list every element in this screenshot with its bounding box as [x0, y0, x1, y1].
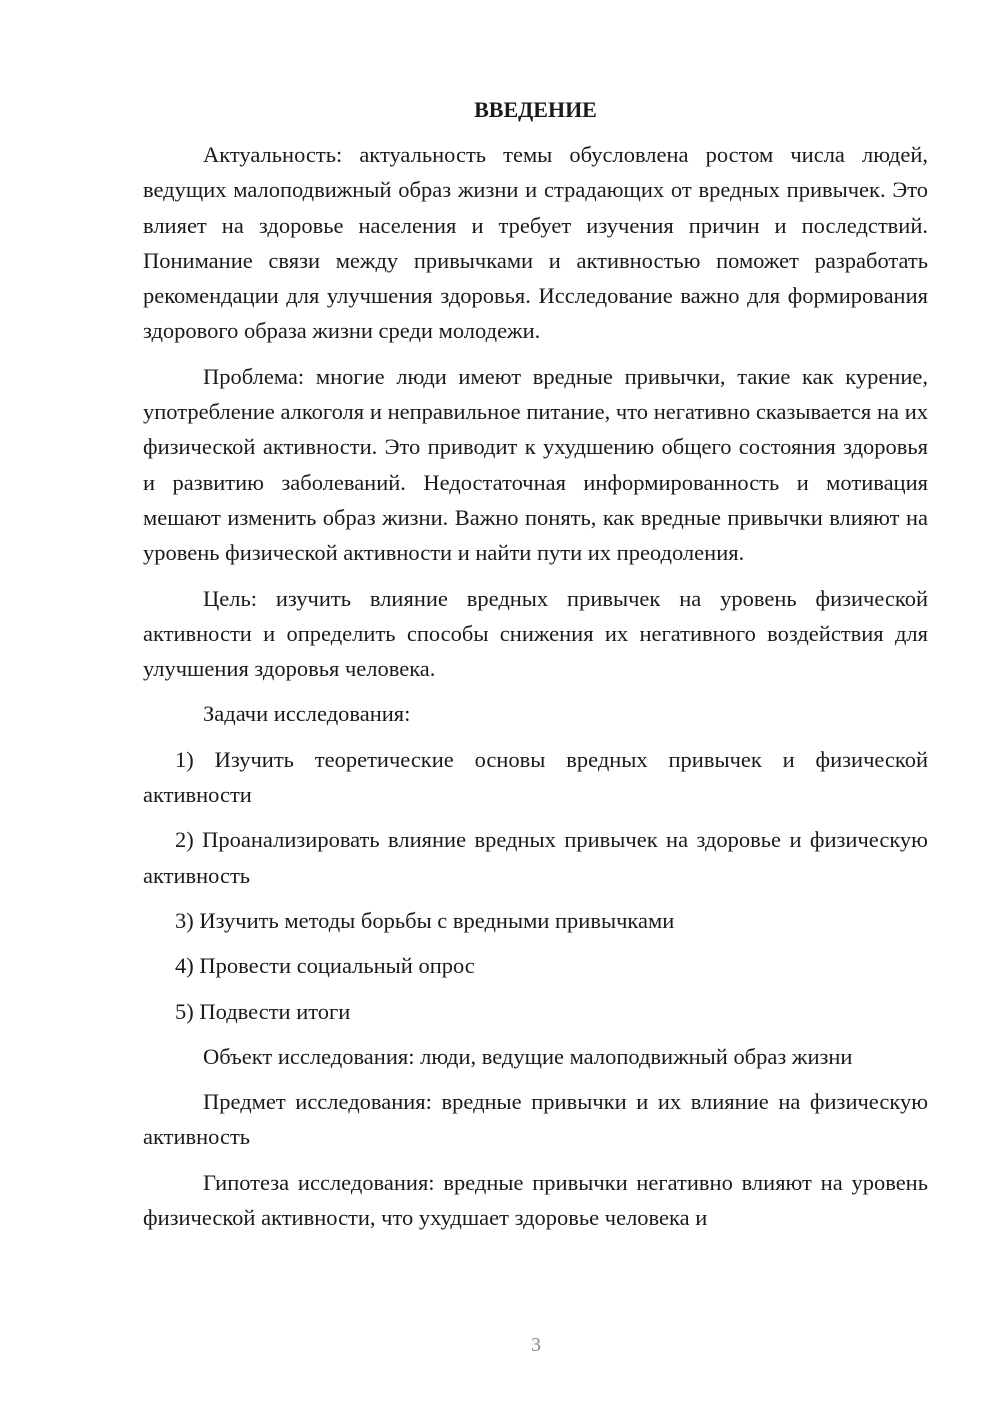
task-item-5: 5) Подвести итоги — [175, 998, 351, 1024]
object-paragraph: Объект исследования: люди, ведущие малоподвижный образ жизни — [203, 1043, 853, 1069]
section-title: ВВЕДЕНИЕ — [474, 97, 597, 122]
task-item-4: 4) Провести социальный опрос — [175, 953, 475, 979]
relevance-paragraph: Актуальность: актуальность темы обусловлена ростом числа людей, ведущих малоподвижный образ жизни и страдающих от вредных привычек. Это влияет на здоровье населения и требует изучения причин и последствий. Понимание связи между привычками и активностью поможет разработать рекомендации для улучшения здоровья. Исследование важно для формирования здорового образа жизни среди молодежи. — [143, 142, 928, 344]
page-number: 3 — [531, 1334, 541, 1356]
page-content — [143, 92, 928, 1245]
goal-paragraph: Цель: изучить влияние вредных привычек на уровень физической активности и определить способы снижения их негативного воздействия для улучшения здоровья человека. — [143, 585, 928, 682]
tasks-heading: Задачи исследования: — [203, 701, 411, 727]
task-item-3: 3) Изучить методы борьбы с вредными привычками — [175, 907, 675, 933]
task-item-1: 1) Изучить теоретические основы вредных привычек и физической активности — [143, 746, 928, 808]
hypothesis-paragraph: Гипотеза исследования: вредные привычки негативно влияют на уровень физической активности, что ухудшает здоровье человека и — [143, 1169, 928, 1231]
subject-paragraph: Предмет исследования: вредные привычки и их влияние на физическую активность — [143, 1089, 928, 1150]
task-item-2: 2) Проанализировать влияние вредных привычек на здоровье и физическую активность — [143, 827, 928, 888]
problem-paragraph: Проблема: многие люди имеют вредные привычки, такие как курение, употребление алкоголя и неправильное питание, что негативно сказывается на их физической активности. Это приводит к ухудшению общего состояния здоровья и развитию заболеваний. Недостаточная информированность и мотивация мешают изменить образ жизни. Важно понять, как вредные привычки влияют на уровень физической активности и найти пути их преодоления. — [143, 363, 928, 566]
